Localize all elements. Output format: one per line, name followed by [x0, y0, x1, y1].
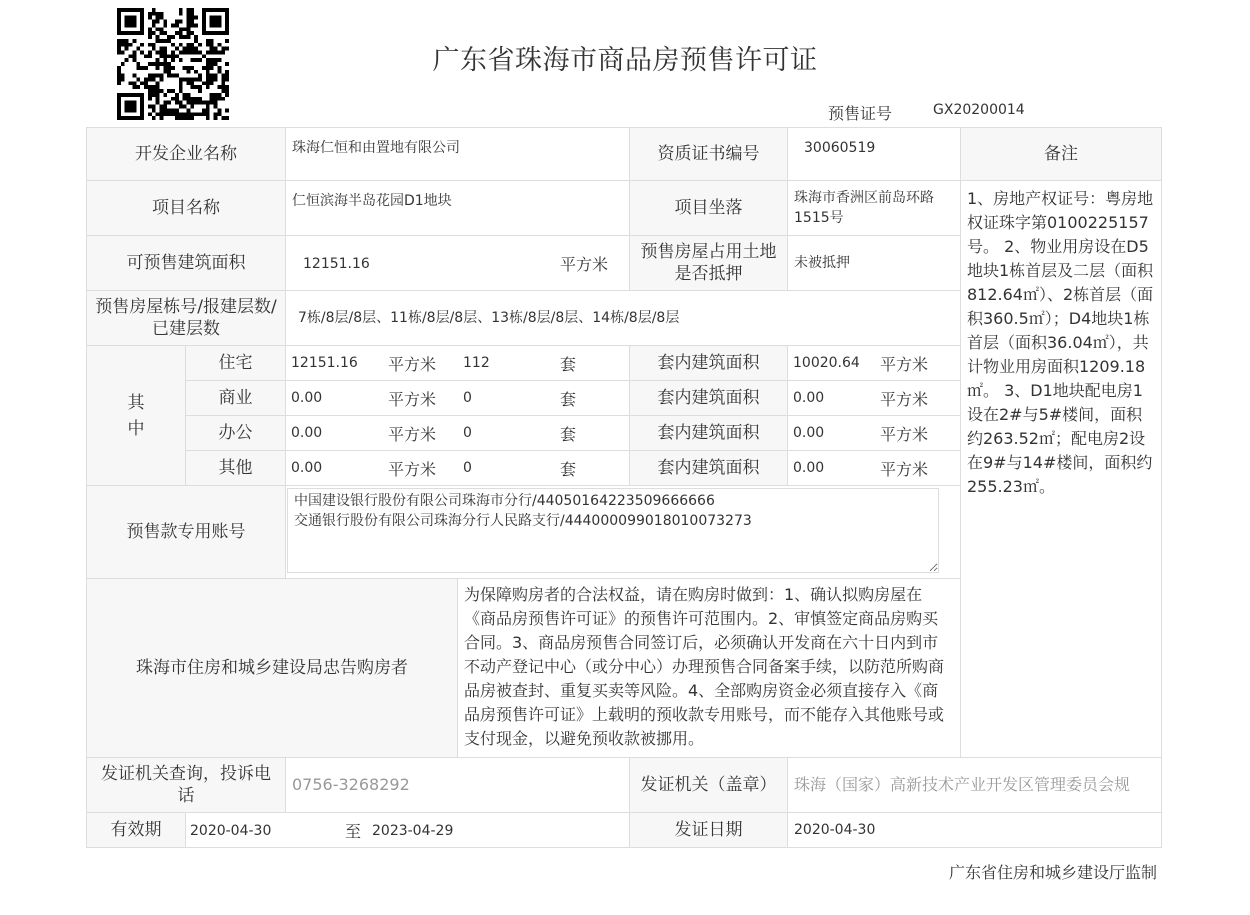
breakdown-count-unit: 套	[560, 459, 577, 479]
permit-number-label: 预售证号	[828, 104, 893, 123]
hotline-label: 发证机关查询，投诉电话	[86, 757, 286, 813]
breakdown-type: 办公	[185, 415, 286, 451]
breakdown-label: 其中	[127, 392, 145, 439]
breakdown-inner-unit: 平方米	[880, 354, 929, 374]
developer-label: 开发企业名称	[86, 127, 286, 181]
breakdown-area: 0.00	[291, 460, 323, 476]
breakdown-inner-label: 套内建筑面积	[629, 380, 788, 416]
mortgage-label: 预售房屋占用土地是否抵押	[629, 235, 788, 291]
breakdown-area-unit: 平方米	[388, 424, 437, 444]
presale-area-unit: 平方米	[560, 254, 609, 274]
breakdown-count-unit: 套	[560, 354, 577, 374]
breakdown-values-cell	[285, 415, 630, 451]
breakdown-count: 0	[463, 425, 472, 441]
remark-label: 备注	[960, 127, 1162, 181]
breakdown-label-cell	[86, 345, 186, 486]
breakdown-count: 0	[463, 460, 472, 476]
breakdown-area-unit: 平方米	[388, 459, 437, 479]
breakdown-inner-label: 套内建筑面积	[629, 345, 788, 381]
accounts-textarea[interactable]	[287, 488, 939, 573]
location-label: 项目坐落	[629, 180, 788, 236]
presale-area-label: 可预售建筑面积	[86, 235, 286, 291]
breakdown-values-cell	[285, 380, 630, 416]
breakdown-count: 112	[463, 355, 490, 371]
breakdown-area: 0.00	[291, 390, 323, 406]
breakdown-inner-unit: 平方米	[880, 389, 929, 409]
buildings-value: 7栋/8层/8层、11栋/8层/8层、13栋/8层/8层、14栋/8层/8层	[285, 290, 961, 346]
project-name-value: 仁恒滨海半岛花园D1地块	[285, 180, 630, 236]
presale-area-value: 12151.16	[303, 256, 370, 272]
breakdown-inner-area: 10020.64	[793, 355, 860, 371]
location-value: 珠海市香洲区前岛环路1515号	[787, 180, 961, 236]
validity-to-label: 至	[345, 821, 362, 841]
accounts-label: 预售款专用账号	[86, 485, 286, 579]
issue-date-label: 发证日期	[629, 812, 788, 848]
breakdown-inner-area: 0.00	[793, 460, 825, 476]
breakdown-inner-area: 0.00	[793, 390, 825, 406]
issue-date-value: 2020-04-30	[787, 812, 1162, 848]
validity-to: 2023-04-29	[372, 823, 454, 839]
validity-label: 有效期	[86, 812, 186, 848]
breakdown-type: 其他	[185, 450, 286, 486]
buildings-label: 预售房屋栋号/报建层数/已建层数	[86, 290, 286, 346]
breakdown-inner-label: 套内建筑面积	[629, 450, 788, 486]
hotline-value: 0756-3268292	[285, 757, 630, 813]
breakdown-count: 0	[463, 390, 472, 406]
footer-supervisor: 广东省住房和城乡建设厅监制	[948, 863, 1157, 882]
page-title: 广东省珠海市商品房预售许可证	[432, 45, 818, 76]
breakdown-type: 住宅	[185, 345, 286, 381]
breakdown-area: 0.00	[291, 425, 323, 441]
developer-value: 珠海仁恒和由置地有限公司	[285, 127, 630, 181]
breakdown-count-unit: 套	[560, 424, 577, 444]
mortgage-value: 未被抵押	[787, 235, 961, 291]
project-name-label: 项目名称	[86, 180, 286, 236]
validity-from: 2020-04-30	[190, 823, 272, 839]
breakdown-count-unit: 套	[560, 389, 577, 409]
qualification-label: 资质证书编号	[629, 127, 788, 181]
remark-text: 1、房地产权证号：粤房地权证珠字第0100225157号。 2、物业用房设在D5地块1栋首层及二层（面积812.64㎡）、2栋首层（面积360.5㎡）；D4地块1栋首层（面积36.04㎡），共计物业用房面积1209.18㎡。 3、D1地块配电房1设在2#与5#楼间，面积约263.52㎡；配电房2设在9#与14#楼间，面积约255.23㎡。	[960, 180, 1162, 758]
breakdown-inner-area: 0.00	[793, 425, 825, 441]
breakdown-inner-unit: 平方米	[880, 459, 929, 479]
breakdown-inner-label: 套内建筑面积	[629, 415, 788, 451]
breakdown-area-unit: 平方米	[388, 389, 437, 409]
qualification-value: 30060519	[787, 127, 961, 181]
breakdown-inner-unit: 平方米	[880, 424, 929, 444]
breakdown-area-unit: 平方米	[388, 354, 437, 374]
notice-text: 为保障购房者的合法权益，请在购房时做到：1、确认拟购房屋在《商品房预售许可证》的预售许可范围内。2、审慎签定商品房购买合同。3、商品房预售合同签订后，必须确认开发商在六十日内到市不动产登记中心（或分中心）办理预售合同备案手续，以防范所购商品房被查封、重复买卖等风险。4、全部购房资金必须直接存入《商品房预售许可证》上载明的预收款专用账号，而不能存入其他账号或支付现金，以避免预收款被挪用。	[457, 578, 961, 758]
authority-value: 珠海（国家）高新技术产业开发区管理委员会规	[787, 757, 1162, 813]
breakdown-values-cell	[285, 450, 630, 486]
breakdown-type: 商业	[185, 380, 286, 416]
authority-label: 发证机关（盖章）	[629, 757, 788, 813]
breakdown-area: 12151.16	[291, 355, 358, 371]
notice-label: 珠海市住房和城乡建设局忠告购房者	[86, 578, 458, 758]
permit-number-value: GX20200014	[933, 102, 1025, 118]
